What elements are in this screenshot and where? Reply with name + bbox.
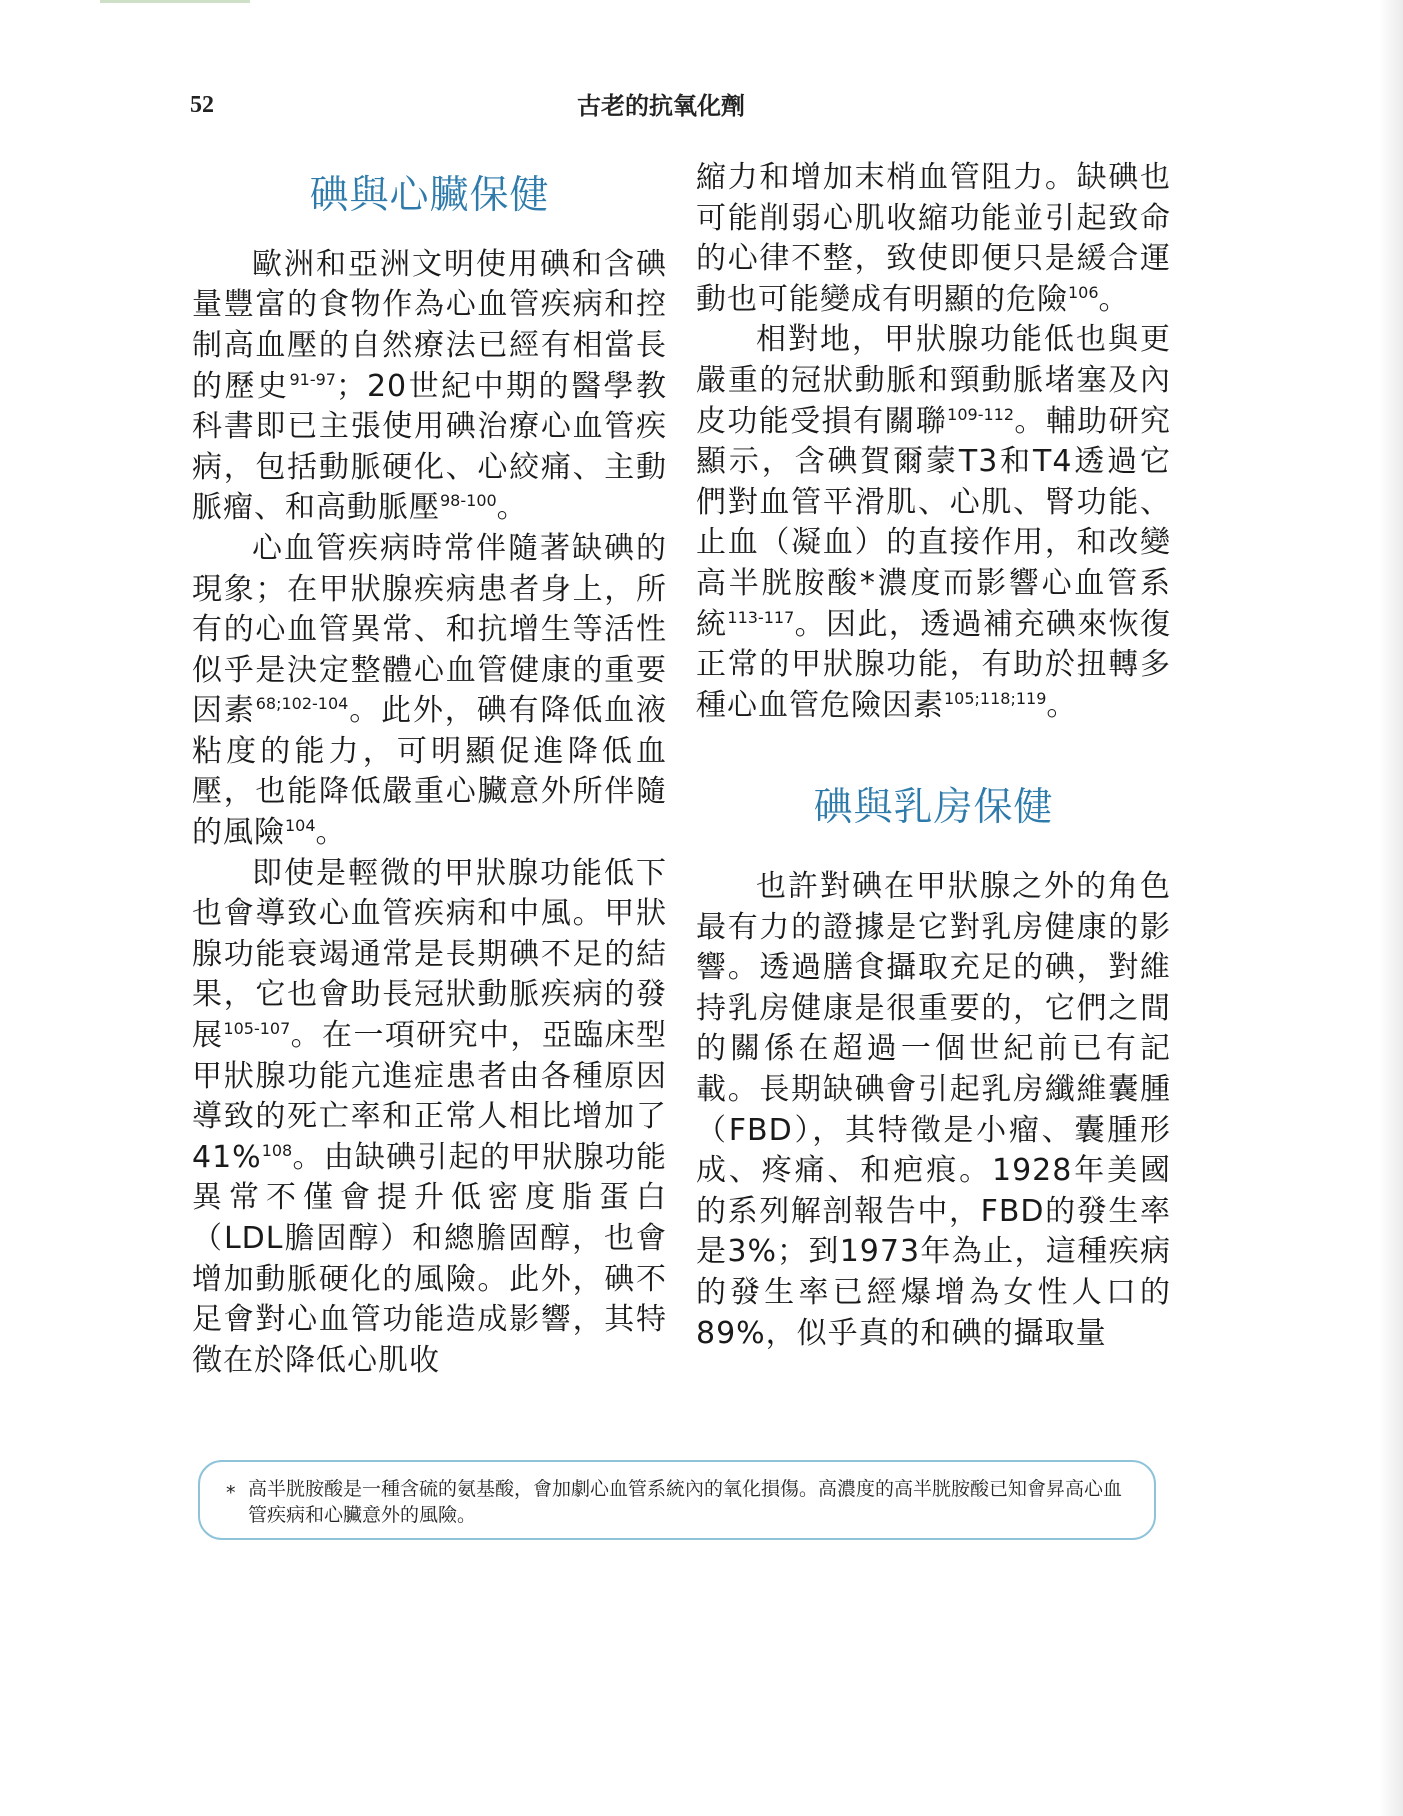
citation: 98-100 (440, 491, 497, 511)
paragraph: 也許對碘在甲狀腺之外的角色最有力的證據是它對乳房健康的影響。透過膳食攝取充足的碘，對維持乳房健康是很重要的，它們之間的關係在超過一個世紀前已有記載。長期缺碘會引起乳房纖維囊腫（FBD），其特徵是小瘤、囊腫形成、疼痛、和疤痕。1928年美國的系列解剖報告中，FBD的發生率是3%；到1973年為止，這種疾病的發生率已經爆增為女性人口的89%，似乎真的和碘的攝取量 (696, 869, 1171, 1351)
paragraph-text: 。在一項研究中，亞臨床型甲狀腺功能亢進症患者由各種原因導致的死亡率和正常人相比增加了41% (192, 1018, 668, 1175)
paragraph-text: 。因此，透過補充碘來恢復正常的甲狀腺功能，有助於扭轉多種心血管危險因素 (696, 606, 1172, 723)
paragraph (696, 158, 1171, 320)
citation: 105;118;119 (944, 688, 1047, 708)
footnote-asterisk: * (226, 1482, 236, 1504)
paragraph (192, 854, 667, 1382)
left-column (192, 158, 667, 1381)
top-rule (100, 0, 250, 3)
paragraph (192, 245, 667, 529)
paragraph-text: 。輔助研究顯示，含碘賀爾蒙T3和T4透過它們對血管平滑肌、心肌、腎功能、止血（凝血）的直接作用，和改變高半胱胺酸*濃度而影響心血管系統 (696, 403, 1172, 642)
footnote-box (198, 1460, 1156, 1540)
paragraph-text: 歐洲和亞洲文明使用碘和含碘量豐富的食物作為心血管疾病和控制高血壓的自然療法已經有相當長的歷史 (192, 246, 667, 404)
paragraph-text: 。 (1046, 687, 1078, 723)
citation: 91-97 (289, 369, 336, 389)
right-column (696, 158, 1171, 1354)
section-title-breast: 碘與乳房保健 (813, 785, 1054, 831)
citation: 106 (1068, 282, 1099, 302)
page-edge-shadow (1379, 0, 1403, 1816)
running-title: 古老的抗氧化劑 (577, 92, 745, 120)
citation: 113-117 (727, 607, 795, 627)
paragraph-text: 心血管疾病時常伴隨著缺碘的現象；在甲狀腺疾病患者身上，所有的心血管異常、和抗增生等活性似乎是決定整體心血管健康的重要因素 (192, 530, 667, 729)
citation: 109-112 (947, 404, 1015, 424)
paragraph-text: 相對地，甲狀腺功能低也與更嚴重的冠狀動脈和頸動脈堵塞及內皮功能受損有關聯 (696, 322, 1171, 439)
citation: 108 (261, 1140, 293, 1160)
citation: 104 (285, 816, 316, 836)
paragraph-text: 縮力和增加末梢血管阻力。缺碘也可能削弱心肌收縮功能並引起致命的心律不整，致使即便只是緩合運動也可能變成有明顯的危險 (696, 160, 1171, 317)
page-number: 52 (190, 92, 214, 118)
paragraph-text: 即使是輕微的甲狀腺功能低下也會導致心血管疾病和中風。甲狀腺功能衰竭通常是長期碘不足的結果，它也會助長冠狀動脈疾病的發展 (192, 855, 667, 1054)
paragraph-text: ；20世紀中期的醫學教科書即已主張使用碘治療心血管疾病，包括動脈硬化、心絞痛、主動脈瘤、和高動脈壓 (192, 368, 667, 526)
paragraph-text: 。 (1098, 281, 1130, 317)
paragraph (192, 529, 667, 854)
footnote-text: 高半胱胺酸是一種含硫的氨基酸，會加劇心血管系統內的氧化損傷。高濃度的高半胱胺酸已知會昇高心血管疾病和心臟意外的風險。 (248, 1478, 1123, 1526)
citation: 68;102-104 (255, 694, 349, 714)
paragraph-text: 。由缺碘引起的甲狀腺功能異常不僅會提升低密度脂蛋白（LDL膽固醇）和總膽固醇，也會增加動脈硬化的風險。此外，碘不足會對心血管功能造成影響，其特徵在於降低心肌收 (192, 1139, 667, 1378)
citation: 105-107 (223, 1019, 291, 1039)
section-title-heart: 碘與心臟保健 (309, 173, 550, 218)
paragraph-text: 。 (496, 490, 528, 526)
paragraph-text: 。 (315, 815, 347, 851)
paragraph (696, 320, 1171, 726)
paragraph-text: 。此外，碘有降低血液粘度的能力，可明顯促進降低血壓，也能降低嚴重心臟意外所伴隨的風險 (192, 693, 668, 851)
